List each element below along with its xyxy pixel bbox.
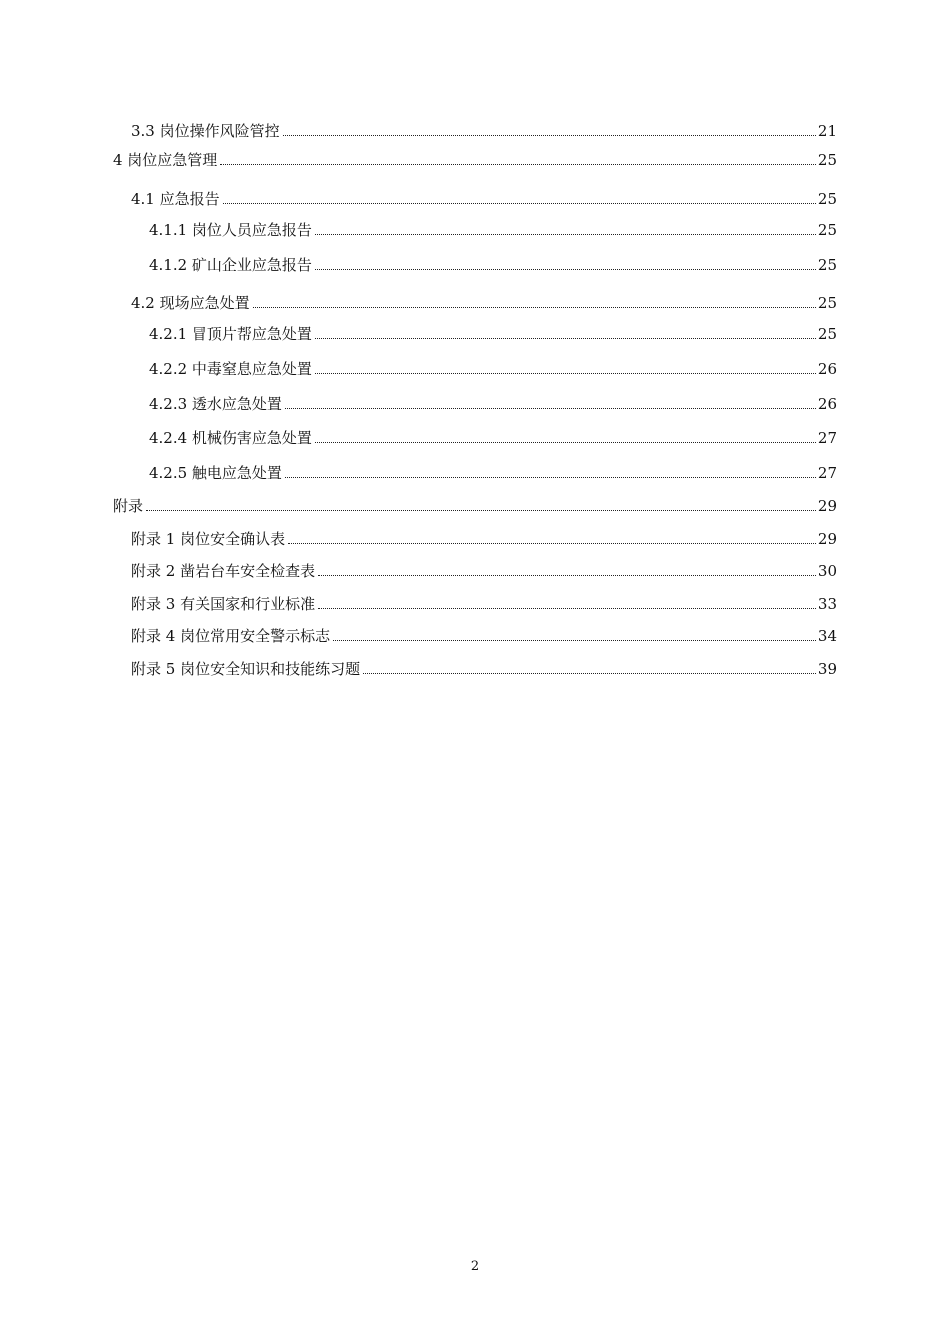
toc-entry-title: 4.2.3 透水应急处置 — [149, 395, 282, 413]
toc-entry-title: 附录 — [113, 497, 144, 515]
toc-entry-title: 4.2 现场应急处置 — [131, 294, 250, 312]
toc-dot-leader — [146, 510, 816, 511]
toc-dot-leader — [318, 575, 816, 576]
toc-entry-page: 25 — [817, 325, 837, 343]
toc-entry-4-2-1[interactable] — [149, 321, 837, 343]
toc-entry-page: 30 — [817, 562, 837, 580]
toc-entry-page: 26 — [817, 395, 837, 413]
toc-entry-page: 25 — [817, 190, 837, 208]
toc-entry-title: 4.1.1 岗位人员应急报告 — [149, 221, 312, 239]
toc-dot-leader — [315, 442, 816, 443]
toc-dot-leader — [283, 135, 816, 136]
toc-entry-title: 附录 4 岗位常用安全警示标志 — [131, 627, 331, 645]
toc-entry-page: 25 — [817, 221, 837, 239]
toc-dot-leader — [363, 673, 816, 674]
toc-entry-4-1-2[interactable] — [149, 252, 837, 274]
toc-entry-title: 附录 3 有关国家和行业标准 — [131, 595, 316, 613]
toc-dot-leader — [285, 477, 816, 478]
toc-entry-page: 27 — [817, 429, 837, 447]
toc-entry-appendix-4[interactable] — [131, 623, 837, 645]
toc-dot-leader — [333, 640, 816, 641]
toc-entry-page: 33 — [817, 595, 837, 613]
toc-entry-4-1[interactable] — [131, 186, 837, 208]
toc-entry-appendix-3[interactable] — [131, 591, 837, 613]
toc-dot-leader — [220, 164, 816, 165]
toc-dot-leader — [315, 269, 816, 270]
toc-entry-page: 25 — [817, 294, 837, 312]
toc-entry-4-2-4[interactable] — [149, 425, 837, 447]
toc-entry-4-2[interactable] — [131, 290, 837, 312]
toc-entry-appendix-2[interactable] — [131, 558, 837, 580]
toc-dot-leader — [315, 234, 816, 235]
toc-entry-4-2-2[interactable] — [149, 356, 837, 378]
toc-entry-page: 25 — [817, 256, 837, 274]
toc-entry-appendix-1[interactable] — [131, 526, 837, 548]
toc-entry-4-2-5[interactable] — [149, 460, 837, 482]
toc-dot-leader — [315, 373, 816, 374]
toc-entry-title: 4.2.4 机械伤害应急处置 — [149, 429, 312, 447]
toc-entry-3-3[interactable] — [131, 118, 837, 140]
toc-entry-title: 附录 5 岗位安全知识和技能练习题 — [131, 660, 361, 678]
toc-entry-page: 26 — [817, 360, 837, 378]
toc-entry-title: 4.2.1 冒顶片帮应急处置 — [149, 325, 312, 343]
toc-entry-title: 附录 2 凿岩台车安全检查表 — [131, 562, 316, 580]
toc-entry-appendix[interactable] — [113, 493, 837, 515]
toc-entry-title: 附录 1 岗位安全确认表 — [131, 530, 286, 548]
page-number: 2 — [470, 1259, 480, 1274]
toc-dot-leader — [318, 608, 816, 609]
toc-entry-title: 3.3 岗位操作风险管控 — [131, 122, 280, 140]
toc-entry-page: 21 — [817, 122, 837, 140]
toc-entry-title: 4.2.2 中毒窒息应急处置 — [149, 360, 312, 378]
toc-entry-4-2-3[interactable] — [149, 391, 837, 413]
toc-entry-page: 29 — [817, 530, 837, 548]
toc-entry-page: 39 — [817, 660, 837, 678]
toc-entry-title: 4.2.5 触电应急处置 — [149, 464, 282, 482]
toc-entry-title: 4.1.2 矿山企业应急报告 — [149, 256, 312, 274]
toc-entry-4-1-1[interactable] — [149, 217, 837, 239]
toc-entry-page: 34 — [817, 627, 837, 645]
toc-entry-page: 25 — [817, 151, 837, 169]
toc-entry-4[interactable] — [113, 147, 837, 169]
toc-dot-leader — [288, 543, 816, 544]
toc-dot-leader — [285, 408, 816, 409]
toc-entry-page: 27 — [817, 464, 837, 482]
toc-dot-leader — [223, 203, 816, 204]
toc-dot-leader — [253, 307, 816, 308]
toc-entry-title: 4.1 应急报告 — [131, 190, 220, 208]
toc-entry-appendix-5[interactable] — [131, 656, 837, 678]
toc-entry-page: 29 — [817, 497, 837, 515]
toc-dot-leader — [315, 338, 816, 339]
toc-entry-title: 4 岗位应急管理 — [113, 151, 218, 169]
